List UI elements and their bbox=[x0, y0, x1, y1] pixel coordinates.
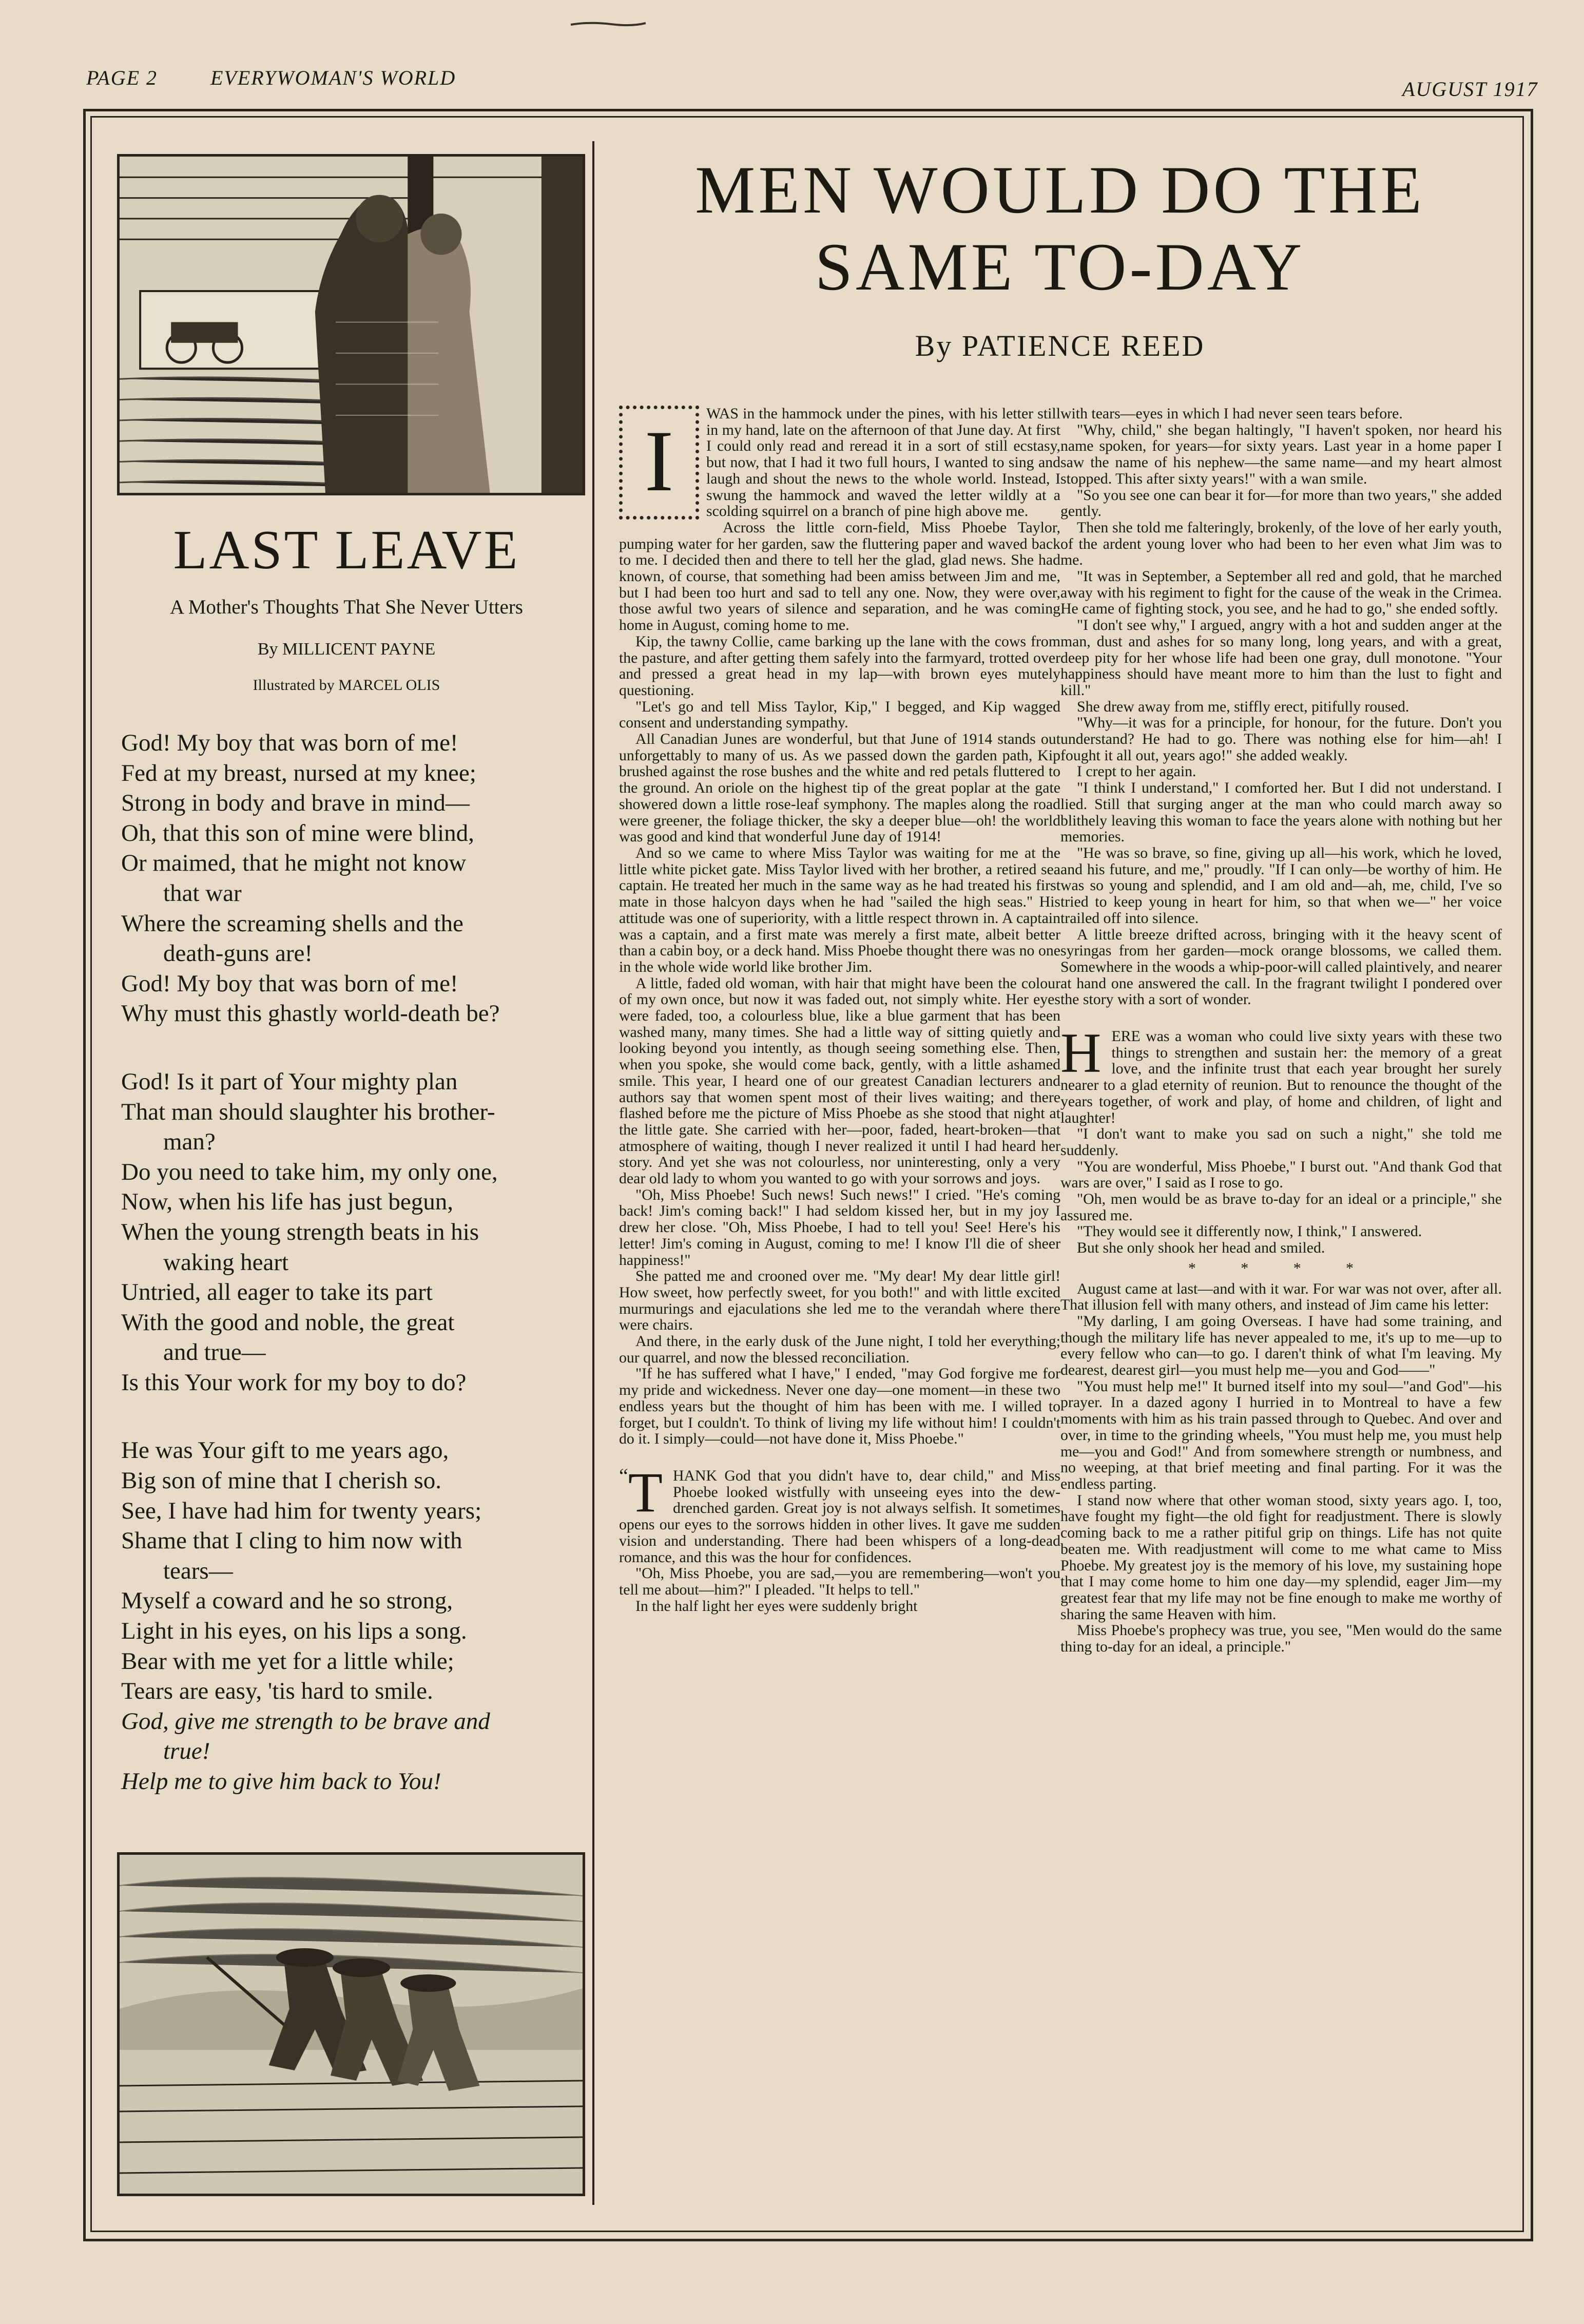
paragraph-text: "Why—it was for a principle, for honour, for the future. Don't you understand? He had to go. There was nothing else for him—ah! I fought it all out, years ago!" she added weakly. bbox=[1060, 714, 1502, 764]
poem-line: He was Your gift to me years ago, bbox=[121, 1437, 449, 1464]
poem-line: Do you need to take him, my only one, bbox=[121, 1158, 498, 1185]
paragraph-text: And there, in the early dusk of the June night, I told her everything; our quarrel, and now the blessed reconciliation. bbox=[619, 1333, 1060, 1366]
paragraph-text: "Oh, Miss Phoebe! Such news! Such news!" I cried. "He's coming back! Jim's coming back!" I had seldom kissed her, but in my joy I drew her close. "Oh, Miss Phoebe, I had to tell you! See! Here's his letter! Jim's coming in August, coming to me! I know I'll die of sheer happiness!" bbox=[619, 1186, 1060, 1269]
story-column-2 bbox=[1060, 406, 1502, 1655]
paragraph-text: "I think I understand," I comforted her. But I did not understand. I lied. Still that surging anger at the man who could march away so blithely leaving this woman to face the years alone with nothing but her memories. bbox=[1060, 779, 1502, 846]
paragraph-text: Across the little corn-field, Miss Phoebe Taylor, pumping water for her garden, saw the fluttering paper and waved back to me. I decided then and there to tell her the glad, glad news. She had known, of course, that something had been amiss between Jim and me, but I had been too hurt and sad to tell any one. Now, they were over, those awful two years of silence and separation, and he was coming home in August, coming home to me. bbox=[619, 518, 1060, 634]
paragraph-text: Then she told me falteringly, brokenly, of the love of her early youth, of the ardent young lover who had been to her even what Jim was to me. bbox=[1060, 518, 1502, 569]
poem-subtitle: A Mother's Thoughts That She Never Utters bbox=[169, 596, 523, 618]
story-paragraph bbox=[1060, 422, 1502, 487]
story-paragraph bbox=[1060, 1492, 1502, 1623]
illustration-soldiers-battle bbox=[117, 1852, 585, 2196]
poem-line: That man should slaughter his brother- bbox=[121, 1098, 495, 1125]
story-paragraph bbox=[1060, 520, 1502, 568]
issue-date: AUGUST 1917 bbox=[1402, 78, 1538, 101]
story-title-line-2: SAME TO-DAY bbox=[815, 229, 1305, 304]
story-paragraph bbox=[1060, 763, 1502, 780]
story-paragraph bbox=[1060, 1223, 1502, 1240]
column-rule bbox=[592, 141, 594, 2205]
story-paragraph bbox=[619, 1366, 1060, 1447]
story-paragraph bbox=[1060, 487, 1502, 520]
paragraph-text: HANK God that you didn't have to, dear child," and Miss Phoebe looked wistfully with unseeing eyes into the dew-drenched garden. Great joy is not always selfish. It sometimes opens our eyes to the sorrows hidden in other lives. It gave me sudden vision and understanding. There had been whispers of a long-dead romance, and this was the hour for confidences. bbox=[619, 1467, 1060, 1566]
poem-line: tears— bbox=[163, 1557, 233, 1584]
poem-line: When the young strength beats in his bbox=[121, 1218, 479, 1245]
paragraph-text: "I don't want to make you sad on such a night," she told me suddenly. bbox=[1060, 1125, 1502, 1159]
paragraph-text: And so we came to where Miss Taylor was waiting for me at the little white picket gate. Miss Taylor lived with her brother, a retired sea captain. He treated her much in the same way as he had treated his first mate in those halcyon days when he had "sailed the high seas." His attitude was one of superiority, with a little respect thrown in. A captain was a captain, and a first mate was merely a first mate, albeit better than a cabin boy, or a deck hand. Miss Phoebe thought there was no one in the whole wide world like brother Jim. bbox=[619, 844, 1060, 975]
magazine-name: EVERYWOMAN'S WORLD bbox=[210, 66, 456, 89]
poem-line: Fed at my breast, nursed at my knee; bbox=[121, 759, 476, 786]
story-paragraph bbox=[619, 699, 1060, 731]
paragraph-text: "Why, child," she began haltingly, "I haven't spoken, nor heard his name spoken, for years—for sixty years. Last year in a home paper I saw the name of his nephew—the same name—and my heart almost stopped. This after sixty years!" with a wan smile. bbox=[1060, 421, 1502, 487]
paragraph-text: August came at last—and with it war. For war was not over, after all. That illusion fell with many others, and instead of Jim came his letter: bbox=[1060, 1280, 1502, 1314]
poem-line: man? bbox=[163, 1128, 216, 1156]
poem-line: God, give me strength to be brave and bbox=[121, 1707, 490, 1735]
ornamental-drop-cap bbox=[619, 406, 699, 520]
section-break: * * * * bbox=[1188, 1259, 1374, 1277]
poem-line: Shame that I cling to him now with bbox=[121, 1527, 462, 1554]
story-paragraph bbox=[619, 406, 1060, 520]
story-paragraph bbox=[619, 1187, 1060, 1269]
paragraph-text: with tears—eyes in which I had never seen tears before. bbox=[1060, 405, 1403, 422]
paragraph-text: A little breeze drifted across, bringing with it the heavy scent of syringas from her garden—mock orange blossoms, we called them. Somewhere in the woods a whip-poor-will called plaintively, and nearer at hand one answered the call. In the fragrant twilight I pondered over the story with a sort of wonder. bbox=[1060, 926, 1502, 1008]
drop-cap-letter: T bbox=[628, 1461, 663, 1524]
paragraph-text: "Let's go and tell Miss Taylor, Kip," I begged, and Kip wagged consent and understanding sympathy. bbox=[619, 698, 1060, 732]
poem-line: death-guns are! bbox=[163, 940, 313, 967]
poem-line: Big son of mine that I cherish so. bbox=[121, 1467, 441, 1494]
poem-line: Or maimed, that he might not know bbox=[121, 850, 467, 877]
poem-line: Myself a coward and he so strong, bbox=[121, 1587, 453, 1615]
poem-line: Strong in body and brave in mind— bbox=[121, 790, 470, 817]
story-paragraph bbox=[1060, 1159, 1502, 1191]
paragraph-text: A little, faded old woman, with hair that might have been the colour of my own once, but now it was faded out, not simply white. Her eyes were faded, too, a colourless blue, like a blue garment that has been washed many, many times. She had a little way of sitting quietly and looking beyond you intently, as though seeing something else. Then, when you spoke, she would come back, gently, with a little ashamed smile. This year, I heard one of our greatest Canadian lecturers and authors say that women spent most of their lives waiting; and there flashed before me the picture of Miss Phoebe as she stood that night at the little gate. She carried with her—poor, faded, heart-broken—that atmosphere of waiting, though I never realized it until I had heard her story. And yet she was not colourless, nor uninteresting, only a very dear old lady to whom you wanted to go with your sorrows and joys. bbox=[619, 974, 1060, 1187]
paragraph-text: She drew away from me, stiffly erect, pitifully roused. bbox=[1077, 698, 1409, 715]
story-paragraph bbox=[1060, 927, 1502, 1008]
story-paragraph bbox=[1060, 1191, 1502, 1223]
story-paragraph bbox=[1060, 1240, 1502, 1256]
paragraph-text: ERE was a woman who could live sixty years with these two things to strengthen and sustain her: the memory of a great love, and the infinite trust that each year brought her surely nearer to a glad eternity of reunion. But to renounce the thought of the years together, of work and play, of home and children, of light and laughter! bbox=[1060, 1028, 1502, 1126]
poem-line: that war bbox=[163, 879, 242, 907]
story-paragraph bbox=[619, 1565, 1060, 1598]
paragraph-text: "You must help me!" It burned itself into my soul—"and God"—his prayer. In a dazed agony I hurried in to Montreal to have a few moments with him as his train passed through to Quebec. And over and over, in time to the grinding wheels, "You must help me, you must help me—you and God!" And from somewhere strength or numbness, and no weeping, at that brief meeting and final parting. For it was the endless parting. bbox=[1060, 1377, 1502, 1492]
story-paragraph bbox=[1060, 568, 1502, 617]
story-paragraph bbox=[1060, 699, 1502, 715]
illustrator-credit: Illustrated by MARCEL OLIS bbox=[253, 677, 440, 694]
paragraph-text: Miss Phoebe's prophecy was true, you see, "Men would do the same thing to-day for an ideal, a principle." bbox=[1060, 1622, 1502, 1656]
paragraph-text: "You are wonderful, Miss Phoebe," I burst out. "And thank God that wars are over," I said as I rose to go. bbox=[1060, 1158, 1502, 1192]
paragraph-text: I stand now where that other woman stood, sixty years ago. I, too, have fought my fight—the old fight for readjustment. There is slowly coming back to me a rather pitiful grip on things. Life has not quite beaten me. With readjustment will come to me what came to Miss Phoebe. My greatest joy is the memory of his love, my sustaining hope that I may come home to him one day—my splendid, eager Jim—my greatest fear that my life may not be fine enough to make me worthy of sharing the same Heaven with him. bbox=[1060, 1491, 1502, 1623]
drop-cap-letter: H bbox=[1060, 1022, 1102, 1085]
poem-line: Oh, that this son of mine were blind, bbox=[121, 819, 474, 847]
poem-line: Why must this ghastly world-death be? bbox=[121, 1000, 500, 1027]
poem-line: Bear with me yet for a little while; bbox=[121, 1647, 454, 1675]
paragraph-text: "He was so brave, so fine, giving up all—his work, which he loved, and his future, and me," proudly. "If I can only—be worthy of him. He was so young and splendid, and I am old and—ah, me, child, I've so tried to keep young in heart for him, so that when we—" her voice trailed off into silence. bbox=[1060, 844, 1502, 927]
binding-mark bbox=[570, 21, 647, 28]
story-paragraph bbox=[619, 633, 1060, 699]
paragraph-text: "My darling, I am going Overseas. I have had some training, and though the military life has never appealed to me, it's up to me—up to every fellow who can—to go. I daren't think of what I'm leaving. My dearest, dearest girl—you must help me—you and God——" bbox=[1060, 1312, 1502, 1379]
poem-line: Light in his eyes, on his lips a song. bbox=[121, 1618, 467, 1645]
poem-line: true! bbox=[163, 1738, 210, 1765]
paragraph-text: Kip, the tawny Collie, came barking up the lane with the cows from the pasture, and after getting them safely into the farmyard, trotted over and pressed a great head in my lap—with brown eyes mutely questioning. bbox=[619, 632, 1060, 699]
story-paragraph bbox=[1060, 1378, 1502, 1492]
poem-line: With the good and noble, the great bbox=[121, 1309, 455, 1336]
paragraph-text: In the half light her eyes were suddenly bright bbox=[635, 1597, 918, 1615]
poem-line: and true— bbox=[163, 1339, 266, 1366]
story-title-line-1: MEN WOULD DO THE bbox=[695, 152, 1425, 227]
story-paragraph bbox=[1060, 617, 1502, 699]
page-number: PAGE 2 bbox=[86, 66, 158, 89]
illustration-farewell-embrace bbox=[117, 154, 585, 495]
paragraph-text: "They would see it differently now, I think," I answered. bbox=[1077, 1223, 1422, 1240]
story-paragraph bbox=[1060, 845, 1502, 927]
paragraph-text: "Oh, Miss Phoebe, you are sad,—you are remembering—won't you tell me about—him?" I pleaded. "It helps to tell." bbox=[619, 1565, 1060, 1598]
poem-line: Untried, all eager to take its part bbox=[121, 1279, 433, 1306]
story-title bbox=[611, 151, 1509, 305]
story-paragraph bbox=[1060, 1281, 1502, 1313]
story-paragraph bbox=[1060, 406, 1502, 422]
poem-line: Is this Your work for my boy to do? bbox=[121, 1369, 467, 1396]
paragraph-text: I crept to her again. bbox=[1077, 763, 1196, 780]
story-paragraph bbox=[1060, 715, 1502, 763]
paragraph-text: "Oh, men would be as brave to-day for an ideal or a principle," she assured me. bbox=[1060, 1190, 1502, 1224]
story-paragraph bbox=[619, 1333, 1060, 1366]
story-column-1 bbox=[619, 406, 1060, 1614]
story-paragraph bbox=[619, 731, 1060, 845]
paragraph-text: WAS in the hammock under the pines, with his letter still in my hand, late on the afternoon of that June day. At first I could only read and reread it in a sort of still ecstasy, but now, that I had it two full hours, I wanted to sing and laugh and shout the news to the whole world. Instead, I swung the hammock and waved the letter wildly at a scolding squirrel on a branch of pine high above me. bbox=[706, 405, 1060, 520]
poem-line: God! Is it part of Your mighty plan bbox=[121, 1068, 458, 1095]
poem-line: waking heart bbox=[163, 1249, 289, 1276]
story-paragraph bbox=[619, 845, 1060, 975]
story-paragraph bbox=[619, 520, 1060, 633]
story-paragraph bbox=[619, 1268, 1060, 1333]
drop-cap-letter: I bbox=[644, 413, 674, 509]
story-paragraph bbox=[619, 1598, 1060, 1615]
opening-quote: “ bbox=[619, 1464, 628, 1487]
story-paragraph bbox=[1060, 1126, 1502, 1158]
poem-line: See, I have had him for twenty years; bbox=[121, 1497, 482, 1524]
poem-line: God! My boy that was born of me! bbox=[121, 970, 458, 997]
paragraph-text: "I don't see why," I argued, angry with a hot and sudden anger at the man, dust and ashes for so many long, long years, and with a great, deep pity for her whose life had been one gray, dull monotone. "Your happiness should have meant more to him than the lust to fight and kill." bbox=[1060, 617, 1502, 699]
poem-line: Tears are easy, 'tis hard to smile. bbox=[121, 1678, 433, 1705]
story-paragraph bbox=[619, 1461, 1060, 1566]
paragraph-text: But she only shook her head and smiled. bbox=[1077, 1239, 1325, 1257]
paragraph-text: "It was in September, a September all red and gold, that he marched away with his regiment to fight for the cause of the weak in the Crimea. He came of fighting stock, you see, and he had to go," she ended softly. bbox=[1060, 568, 1502, 618]
story-paragraph bbox=[1060, 1622, 1502, 1655]
paragraph-text: "So you see one can bear it for—for more than two years," she added gently. bbox=[1060, 486, 1502, 520]
poem-line: Where the screaming shells and the bbox=[121, 910, 463, 937]
poem-body bbox=[121, 728, 566, 1797]
paragraph-text: All Canadian Junes are wonderful, but that June of 1914 stands out unforgettably to many of us. As we passed down the garden path, Kip brushed against the rose bushes and the white and red petals fluttered to the ground. An oriole on the highest tip of the great poplar at the gate showered down a little rose-leaf symphony. The maples along the road were greener, the foliage thicker, the sky a deeper blue—oh! the world was good and kind that wonderful June day of 1914! bbox=[619, 731, 1060, 846]
story-paragraph bbox=[1060, 1313, 1502, 1378]
story-byline: By PATIENCE REED bbox=[915, 329, 1205, 362]
poem-line: Help me to give him back to You! bbox=[121, 1768, 441, 1795]
poem-line: Now, when his life has just begun, bbox=[121, 1188, 454, 1216]
paragraph-text: "If he has suffered what I have," I ended, "may God forgive me for my pride and wickedness. Never one day—one moment—in these two endless years but the thought of him has been with me. I willed to forget, but I couldn't. To think of living my life without him! I couldn't do it. I simply—could—not have done it, Miss Phoebe." bbox=[619, 1365, 1060, 1448]
poem-line: God! My boy that was born of me! bbox=[121, 729, 458, 756]
story-paragraph bbox=[619, 975, 1060, 1187]
poem-title: LAST LEAVE bbox=[173, 520, 520, 581]
paragraph-text: She patted me and crooned over me. "My dear! My dear little girl! How sweet, how perfectly sweet, for you both!" and with little excited murmurings and ejaculations she led me to the verandah where there were chairs. bbox=[619, 1267, 1060, 1334]
story-paragraph bbox=[1060, 780, 1502, 845]
story-paragraph bbox=[1060, 1022, 1502, 1126]
poem-byline: By MILLICENT PAYNE bbox=[257, 640, 436, 659]
